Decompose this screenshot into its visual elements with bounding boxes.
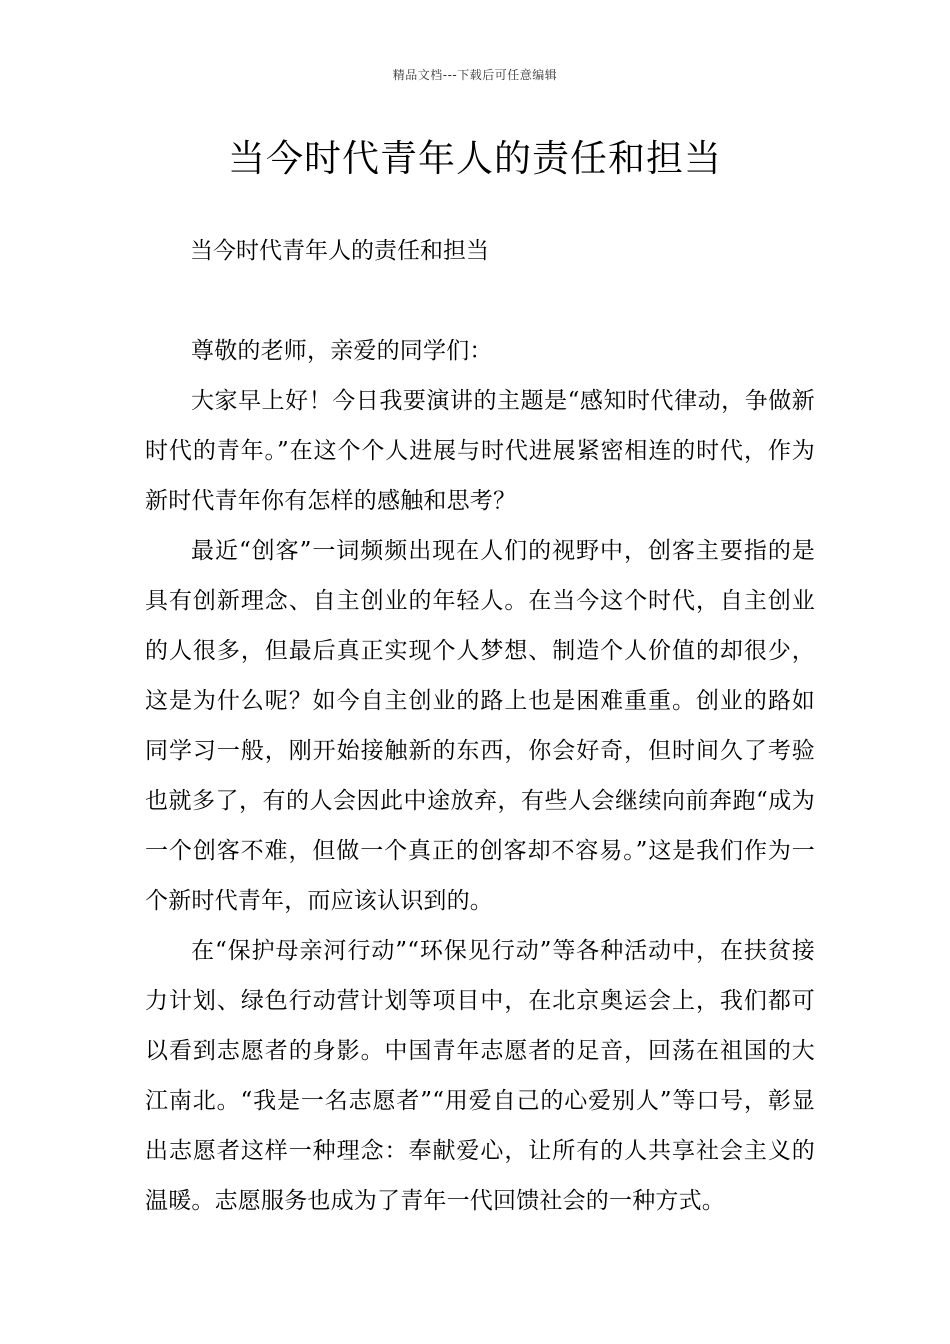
document-title: 当今时代青年人的责任和担当 <box>228 137 722 180</box>
greeting-paragraph: 尊敬的老师，亲爱的同学们： <box>191 338 493 364</box>
body-paragraph: 大家早上好！今日我要演讲的主题是“感知时代律动，争做新时代的青年。”在这个个人进展与时代进展紧密相连的时代，作为新时代青年你有怎样的感触和思考？ <box>145 388 815 514</box>
document-body <box>145 326 815 1226</box>
document-subtitle: 当今时代青年人的责任和担当 <box>190 238 489 264</box>
body-paragraph: 在“保护母亲河行动”“环保见行动”等各种活动中，在扶贫接力计划、绿色行动营计划等项目中，在北京奥运会上，我们都可以看到志愿者的身影。中国青年志愿者的足音，回荡在祖国的大江南北。“我是一名志愿者”“用爱自己的心爱别人”等口号，彰显出志愿者这样一种理念：奉献爱心，让所有的人共享社会主义的温暖。志愿服务也成为了青年一代回馈社会的一种方式。 <box>145 938 815 1214</box>
header-note: 精品文档---下载后可任意编辑 <box>392 68 558 82</box>
body-paragraph: 最近“创客”一词频频出现在人们的视野中，创客主要指的是具有创新理念、自主创业的年轻人。在当今这个时代，自主创业的人很多，但最后真正实现个人梦想、制造个人价值的却很少，这是为什么呢？如今自主创业的路上也是困难重重。创业的路如同学习一般，刚开始接触新的东西，你会好奇，但时间久了考验也就多了，有的人会因此中途放弃，有些人会继续向前奔跑“成为一个创客不难，但做一个真正的创客却不容易。”这是我们作为一个新时代青年，而应该认识到的。 <box>145 538 815 914</box>
